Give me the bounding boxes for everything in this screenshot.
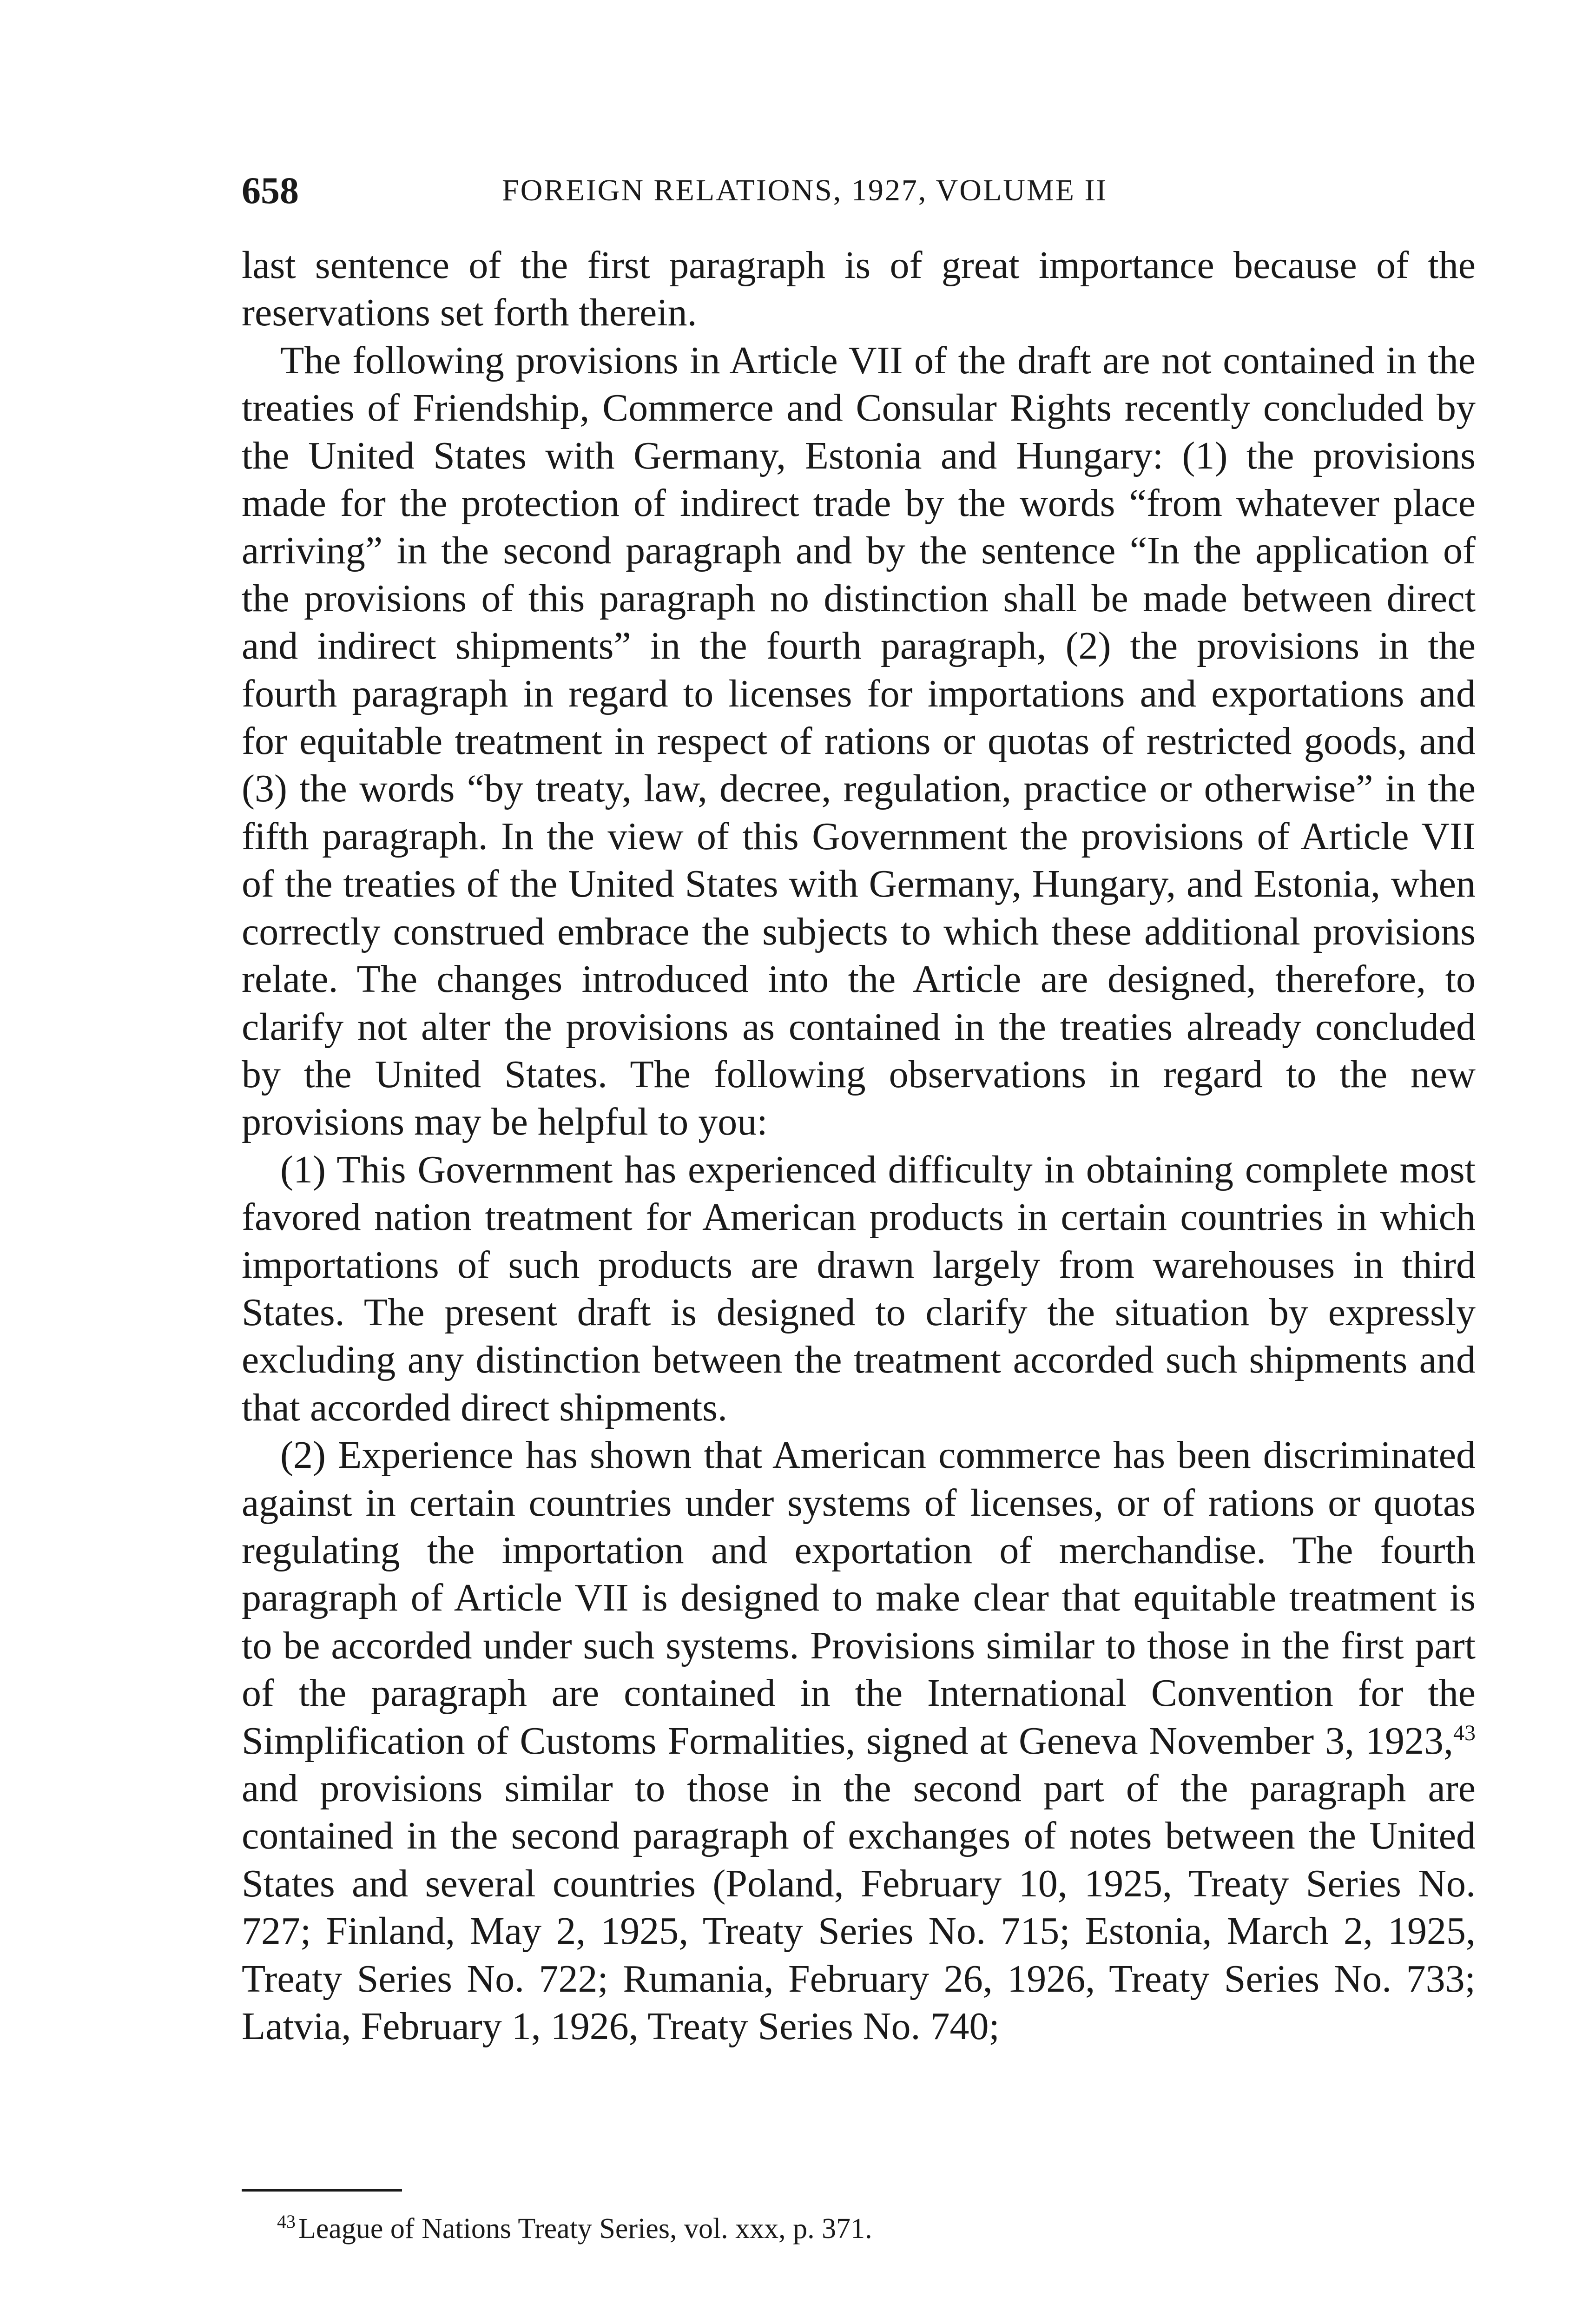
footnote-divider (242, 2189, 402, 2192)
paragraph-continuation: last sentence of the first paragraph is of great importance because of the reservations set forth therein. (242, 244, 1476, 335)
footnote-reference: 43 (1453, 1720, 1476, 1745)
paragraph-observation-2-text-a: (2) Experience has shown that American commerce has been discriminated against in certain countries under systems of licenses, or of rations or quotas regulating the importation and exportation of merchandise. The fourth paragraph of Article VII is designed to make clear that equitable treatment is to be accorded under such systems. Provisions similar to those in the first part of the paragraph are contained in the International Convention for the Simplification of Customs Formalities, signed at Geneva November 3, 1923, (242, 1433, 1476, 1763)
paragraph-observation-2 (242, 1432, 1476, 2050)
running-head-title: FOREIGN RELATIONS, 1927, VOLUME II (502, 173, 1108, 207)
footnote-mark: 43 (277, 2211, 296, 2232)
paragraph-article-vii-provisions: The following provisions in Article VII of the draft are not contained in the treaties of Friendship, Commerce and Consular Rights recently concluded by the United States with Germany, Estonia and Hungary: (1) the provisions made for the protection of indirect trade by the words “from whatever place arriving” in the second paragraph and by the sentence “In the application of the provisions of this paragraph no distinction shall be made between direct and indirect shipments” in the fourth paragraph, (2) the provisions in the fourth paragraph in regard to licenses for importations and exportations and for equitable treatment in respect of rations or quotas of restricted goods, and (3) the words “by treaty, law, decree, regulation, practice or otherwise” in the fifth paragraph. In the view of this Government the provisions of Article VII of the treaties of the United States with Germany, Hungary, and Estonia, when correctly construed embrace the subjects to which these additional provisions relate. The changes introduced into the Article are designed, therefore, to clarify not alter the provisions as contained in the treaties already concluded by the United States. The following observations in regard to the new provisions may be helpful to you: (242, 338, 1476, 1144)
running-head (242, 165, 1478, 216)
body-text (242, 242, 1476, 2050)
page-number: 658 (242, 169, 299, 211)
paragraph-observation-1: (1) This Government has experienced difficulty in obtaining complete most favored nation treatment for American products in certain countries in which importations of such products are drawn largely from warehouses in third States. The present draft is designed to clarify the situation by expressly excluding any distinction between the treatment accorded such shipments and that accorded direct shipments. (242, 1148, 1476, 1429)
footnote (277, 2210, 872, 2247)
paragraph-observation-2-text-b: and provisions similar to those in the second part of the paragraph are contained in the second paragraph of exchanges of notes between the United States and several countries (Poland, February 10, 1925, Treaty Series No. 727; Finland, May 2, 1925, Treaty Series No. 715; Estonia, March 2, 1925, Treaty Series No. 722; Rumania, February 26, 1926, Treaty Series No. 733; Latvia, February 1, 1926, Treaty Series No. 740; (242, 1767, 1476, 2048)
footnote-text: League of Nations Treaty Series, vol. xxx, p. 371. (298, 2213, 872, 2245)
